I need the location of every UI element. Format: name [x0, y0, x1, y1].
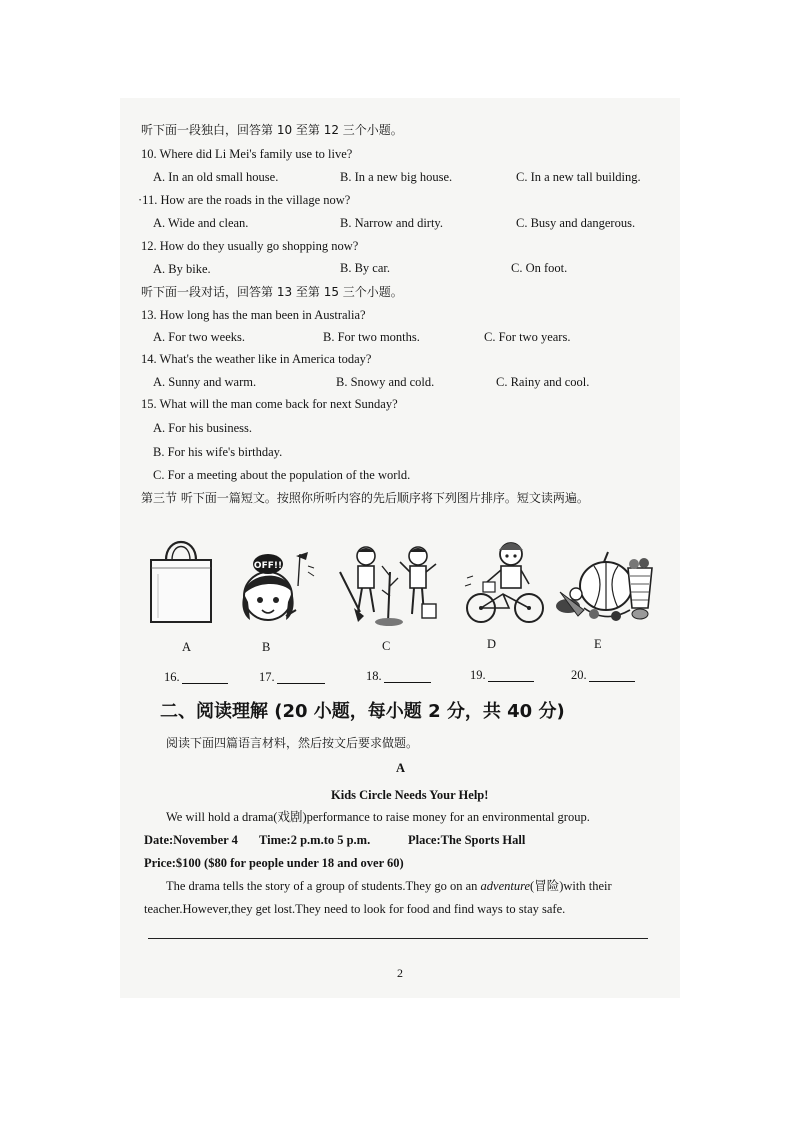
section-intro-10: 听下面一段独白，回答第 10 至第 12 三个小题。	[141, 123, 403, 137]
body-1-end: (冒险)with their	[530, 879, 612, 893]
question-13: 13. How long has the man been in Australia?	[141, 308, 366, 322]
question-14: 14. What's the weather like in America today?	[141, 352, 372, 366]
question-11: ·11. How are the roads in the village now?	[138, 193, 351, 207]
footer-rule	[148, 938, 648, 939]
part2-heading: 二、阅读理解 (20 小题，每小题 2 分，共 40 分)	[160, 701, 565, 722]
blank-17[interactable]	[277, 683, 325, 684]
body-1-start: The drama tells the story of a group of students.They go on an	[166, 879, 481, 893]
picture-label-a: A	[182, 640, 192, 654]
q10-option-a: A. In an old small house.	[153, 170, 279, 184]
off-sign-text: OFF!!	[253, 561, 283, 571]
q12-option-b: B. By car.	[340, 261, 390, 275]
q15-option-a: A. For his business.	[153, 421, 252, 435]
picture-label-d: D	[487, 637, 497, 651]
shopping-bag-icon	[148, 530, 214, 626]
blank-20-label: 20.	[571, 668, 587, 682]
page-number: 2	[397, 966, 403, 980]
q11-option-c: C. Busy and dangerous.	[516, 216, 636, 230]
picture-label-e: E	[594, 637, 602, 651]
blank-19-label: 19.	[470, 668, 486, 682]
q10-option-b: B. In a new big house.	[340, 170, 453, 184]
q11-option-b: B. Narrow and dirty.	[340, 216, 443, 230]
q14-option-c: C. Rainy and cool.	[496, 375, 590, 389]
q12-option-c: C. On foot.	[511, 261, 568, 275]
vegetables-basket-icon	[554, 548, 654, 624]
blank-17-label: 17.	[259, 670, 275, 684]
blank-19[interactable]	[488, 681, 534, 682]
question-15: 15. What will the man come back for next Sunday?	[141, 397, 398, 411]
event-date: Date:November 4	[144, 833, 238, 847]
boy-riding-bike-icon	[463, 538, 549, 626]
q10-option-c: C. In a new tall building.	[516, 170, 641, 184]
q13-option-b: B. For two months.	[323, 330, 420, 344]
question-12: 12. How do they usually go shopping now?	[141, 239, 359, 253]
event-price: Price:$100 ($80 for people under 18 and over 60)	[144, 856, 404, 870]
picture-label-c: C	[382, 639, 391, 653]
q15-option-c: C. For a meeting about the population of the world.	[153, 468, 411, 482]
kids-planting-tree-icon	[336, 542, 440, 632]
passage-title: Kids Circle Needs Your Help!	[331, 788, 489, 802]
q14-option-a: A. Sunny and warm.	[153, 375, 257, 389]
q14-option-b: B. Snowy and cold.	[336, 375, 435, 389]
blank-16-label: 16.	[164, 670, 180, 684]
q13-option-c: C. For two years.	[484, 330, 571, 344]
part2-instruction: 阅读下面四篇语言材料，然后按文后要求做题。	[166, 736, 419, 750]
passage-body-line-1	[166, 880, 612, 893]
q13-option-a: A. For two weeks.	[153, 330, 246, 344]
passage-line-1: We will hold a drama(戏剧)performance to raise money for an environmental group.	[166, 810, 590, 824]
blank-18[interactable]	[384, 682, 431, 683]
section-3-instruction: 第三节 听下面一篇短文。按照你所听内容的先后顺序将下列图片排序。短文读两遍。	[141, 491, 589, 505]
passage-body-line-2: teacher.However,they get lost.They need to look for food and find ways to stay safe.	[144, 902, 566, 916]
event-time: Time:2 p.m.to 5 p.m.	[259, 833, 371, 847]
picture-label-b: B	[262, 640, 271, 654]
q15-option-b: B. For his wife's birthday.	[153, 445, 283, 459]
passage-letter: A	[396, 761, 406, 775]
section-intro-13: 听下面一段对话，回答第 13 至第 15 三个小题。	[141, 285, 403, 299]
girl-off-sign-icon	[238, 546, 316, 630]
question-10: 10. Where did Li Mei's family use to live?	[141, 147, 353, 161]
blank-18-label: 18.	[366, 669, 382, 683]
event-place: Place:The Sports Hall	[408, 833, 526, 847]
q12-option-a: A. By bike.	[153, 262, 211, 276]
blank-20[interactable]	[589, 681, 635, 682]
body-1-adventure: adventure	[480, 879, 531, 893]
q11-option-a: A. Wide and clean.	[153, 216, 249, 230]
blank-16[interactable]	[182, 683, 228, 684]
